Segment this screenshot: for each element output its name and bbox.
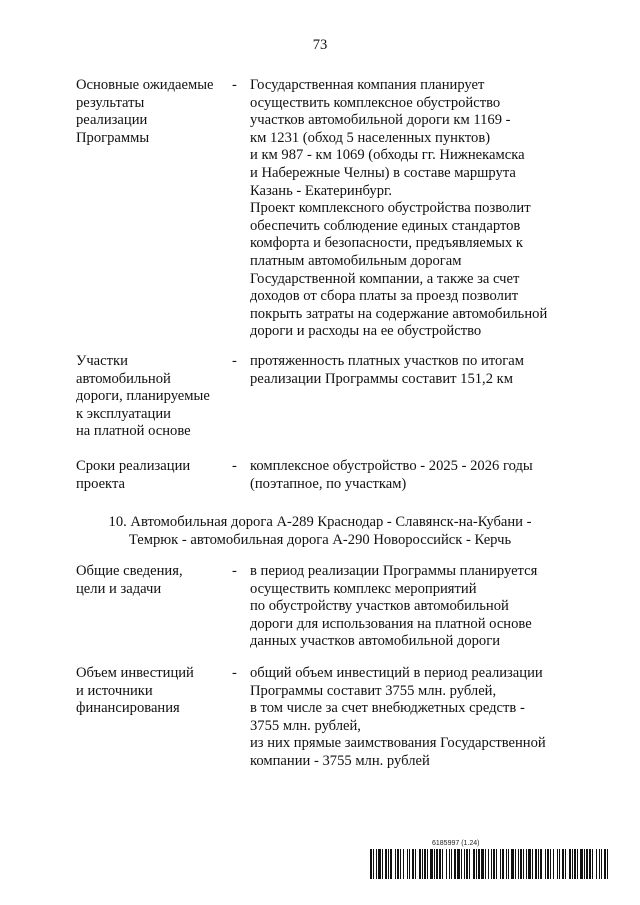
- label-line: Программы: [76, 129, 150, 146]
- desc-line: Программы составит 3755 млн. рублей,: [250, 682, 497, 699]
- desc-line: обеспечить соблюдение единых стандартов: [250, 217, 521, 234]
- barcode-bar: [378, 849, 381, 879]
- barcode-bar: [496, 849, 497, 879]
- desc-line: (поэтапное, по участкам): [250, 475, 407, 492]
- row-label: [76, 665, 226, 718]
- barcode-icon: [370, 849, 608, 879]
- desc-line: Проект комплексного обустройства позволит: [250, 200, 531, 217]
- barcode-bar: [532, 849, 533, 879]
- barcode-bar: [589, 849, 591, 879]
- desc-line: дороги для использования на платной основе: [250, 615, 532, 632]
- barcode-bar: [451, 849, 452, 879]
- desc-line: осуществить комплекс мероприятий: [250, 580, 477, 597]
- barcode-bar: [436, 849, 438, 879]
- label-line: Участки: [76, 353, 128, 369]
- barcode-bar: [580, 849, 583, 879]
- barcode-bar: [506, 849, 507, 879]
- barcode-bar: [574, 849, 576, 879]
- desc-line: и Набережные Челны) в составе маршрута: [250, 164, 516, 181]
- desc-line: по обустройству участков автомобильной: [250, 598, 509, 615]
- page-number: 73: [312, 37, 328, 53]
- label-line: проекта: [76, 475, 125, 492]
- label-line: к эксплуатации: [76, 405, 171, 422]
- barcode-bar: [430, 849, 433, 879]
- barcode-bar: [434, 849, 435, 879]
- barcode-bar: [464, 849, 465, 879]
- barcode-bar: [491, 849, 492, 879]
- desc-line: данных участков автомобильной дороги: [250, 633, 501, 650]
- barcode-bar: [572, 849, 573, 879]
- barcode-bar: [493, 849, 495, 879]
- barcode-bar: [538, 849, 539, 879]
- barcode-bar: [407, 849, 408, 879]
- section-heading: [0, 514, 640, 549]
- document-barcode: [370, 840, 610, 880]
- barcode-bar: [473, 849, 475, 879]
- barcode-code: 6185997 (1.24): [432, 840, 480, 847]
- label-line: результаты: [76, 94, 145, 111]
- barcode-bar: [562, 849, 564, 879]
- barcode-bar: [569, 849, 571, 879]
- barcode-bar: [592, 849, 593, 879]
- barcode-bar: [502, 849, 504, 879]
- desc-line: из них прямые заимствования Государственной: [250, 735, 546, 752]
- barcode-bar: [601, 849, 602, 879]
- barcode-bar: [454, 849, 456, 879]
- desc-line: 3755 млн. рублей,: [250, 717, 361, 734]
- barcode-bar: [439, 849, 441, 879]
- barcode-bar: [481, 849, 484, 879]
- desc-line: общий объем инвестиций в период реализации: [250, 665, 543, 681]
- barcode-bar: [596, 849, 597, 879]
- barcode-bar: [382, 849, 383, 879]
- row-dash: -: [232, 458, 237, 474]
- label-line: автомобильной: [76, 370, 171, 387]
- row-label: [76, 458, 226, 493]
- barcode-bar: [419, 849, 421, 879]
- barcode-bar: [412, 849, 414, 879]
- barcode-bar: [476, 849, 477, 879]
- barcode-bar: [403, 849, 404, 879]
- barcode-bar: [385, 849, 387, 879]
- barcode-bar: [424, 849, 426, 879]
- label-line: на платной основе: [76, 423, 191, 440]
- barcode-bar: [370, 849, 372, 879]
- barcode-bar: [518, 849, 519, 879]
- barcode-bar: [526, 849, 527, 879]
- barcode-bar: [469, 849, 470, 879]
- desc-line: доходов от сбора платы за проезд позволит: [250, 288, 519, 305]
- barcode-bar: [388, 849, 389, 879]
- desc-line: протяженность платных участков по итогам: [250, 353, 524, 369]
- barcode-bar: [390, 849, 392, 879]
- barcode-bar: [461, 849, 462, 879]
- barcode-bar: [547, 849, 549, 879]
- barcode-bar: [599, 849, 600, 879]
- desc-line: в том числе за счет внебюджетных средств -: [250, 700, 525, 717]
- barcode-bar: [557, 849, 558, 879]
- desc-line: покрыть затраты на содержание автомобильной: [250, 305, 548, 322]
- barcode-bar: [449, 849, 450, 879]
- label-line: цели и задачи: [76, 580, 162, 597]
- barcode-bar: [577, 849, 578, 879]
- barcode-bar: [553, 849, 554, 879]
- label-line: реализации: [76, 112, 148, 129]
- barcode-bar: [528, 849, 531, 879]
- barcode-bar: [488, 849, 489, 879]
- barcode-bar: [559, 849, 560, 879]
- desc-line: осуществить комплексное обустройство: [250, 94, 501, 111]
- barcode-bar: [397, 849, 399, 879]
- barcode-bar: [457, 849, 460, 879]
- row-description: [250, 77, 580, 341]
- label-line: Сроки реализации: [76, 458, 191, 474]
- desc-line: Казань - Екатеринбург.: [250, 182, 392, 199]
- row-dash: -: [232, 77, 237, 93]
- desc-line: км 1231 (обход 5 населенных пунктов): [250, 129, 491, 146]
- barcode-bar: [515, 849, 516, 879]
- barcode-bar: [422, 849, 423, 879]
- label-line: и источники: [76, 682, 153, 699]
- desc-line: реализации Программы составит 151,2 км: [250, 370, 513, 387]
- desc-line: комфорта и безопасности, предъявляемых к: [250, 235, 523, 252]
- row-label: [76, 353, 226, 441]
- row-dash: -: [232, 665, 237, 681]
- barcode-bar: [485, 849, 486, 879]
- barcode-bar: [415, 849, 416, 879]
- barcode-bar: [550, 849, 551, 879]
- desc-line: компании - 3755 млн. рублей: [250, 752, 430, 769]
- desc-line: участков автомобильной дороги км 1169 -: [250, 112, 511, 129]
- barcode-bar: [511, 849, 514, 879]
- row-dash: -: [232, 563, 237, 579]
- barcode-bar: [535, 849, 537, 879]
- row-label: [76, 563, 226, 598]
- label-line: Объем инвестиций: [76, 665, 194, 681]
- barcode-bar: [540, 849, 542, 879]
- row-description: [250, 563, 580, 651]
- barcode-bar: [586, 849, 588, 879]
- barcode-bar: [395, 849, 396, 879]
- barcode-bar: [500, 849, 501, 879]
- row-description: [250, 665, 580, 771]
- heading-line: 10. Автомобильная дорога А-289 Краснодар - Славянск-на-Кубани -: [108, 514, 532, 530]
- desc-line: в период реализации Программы планируется: [250, 563, 538, 579]
- label-line: Основные ожидаемые: [76, 77, 214, 93]
- barcode-bar: [442, 849, 443, 879]
- barcode-bar: [446, 849, 447, 879]
- barcode-bar: [520, 849, 522, 879]
- barcode-bar: [376, 849, 377, 879]
- label-line: дороги, планируемые: [76, 388, 210, 405]
- barcode-bar: [373, 849, 374, 879]
- row-description: [250, 458, 580, 493]
- barcode-bar: [545, 849, 546, 879]
- label-line: финансирования: [76, 700, 180, 717]
- barcode-bar: [409, 849, 410, 879]
- desc-line: Государственной компании, а также за счет: [250, 270, 520, 287]
- barcode-bar: [607, 849, 608, 879]
- desc-line: комплексное обустройство - 2025 - 2026 годы: [250, 458, 533, 474]
- barcode-bar: [565, 849, 566, 879]
- barcode-bar: [466, 849, 468, 879]
- desc-line: Государственная компания планирует: [250, 77, 485, 93]
- desc-line: и км 987 - км 1069 (обходы гг. Нижнекамска: [250, 147, 525, 164]
- row-dash: -: [232, 353, 237, 369]
- desc-line: платным автомобильным дорогам: [250, 252, 462, 269]
- barcode-bar: [604, 849, 606, 879]
- barcode-bar: [427, 849, 428, 879]
- row-label: [76, 77, 226, 147]
- barcode-bar: [584, 849, 585, 879]
- label-line: Общие сведения,: [76, 563, 183, 579]
- heading-line: Темрюк - автомобильная дорога А-290 Новороссийск - Керчь: [128, 531, 512, 548]
- barcode-bar: [508, 849, 509, 879]
- desc-line: дороги и расходы на ее обустройство: [250, 323, 482, 340]
- barcode-bar: [400, 849, 401, 879]
- barcode-bar: [523, 849, 524, 879]
- row-description: [250, 353, 580, 388]
- barcode-bar: [478, 849, 480, 879]
